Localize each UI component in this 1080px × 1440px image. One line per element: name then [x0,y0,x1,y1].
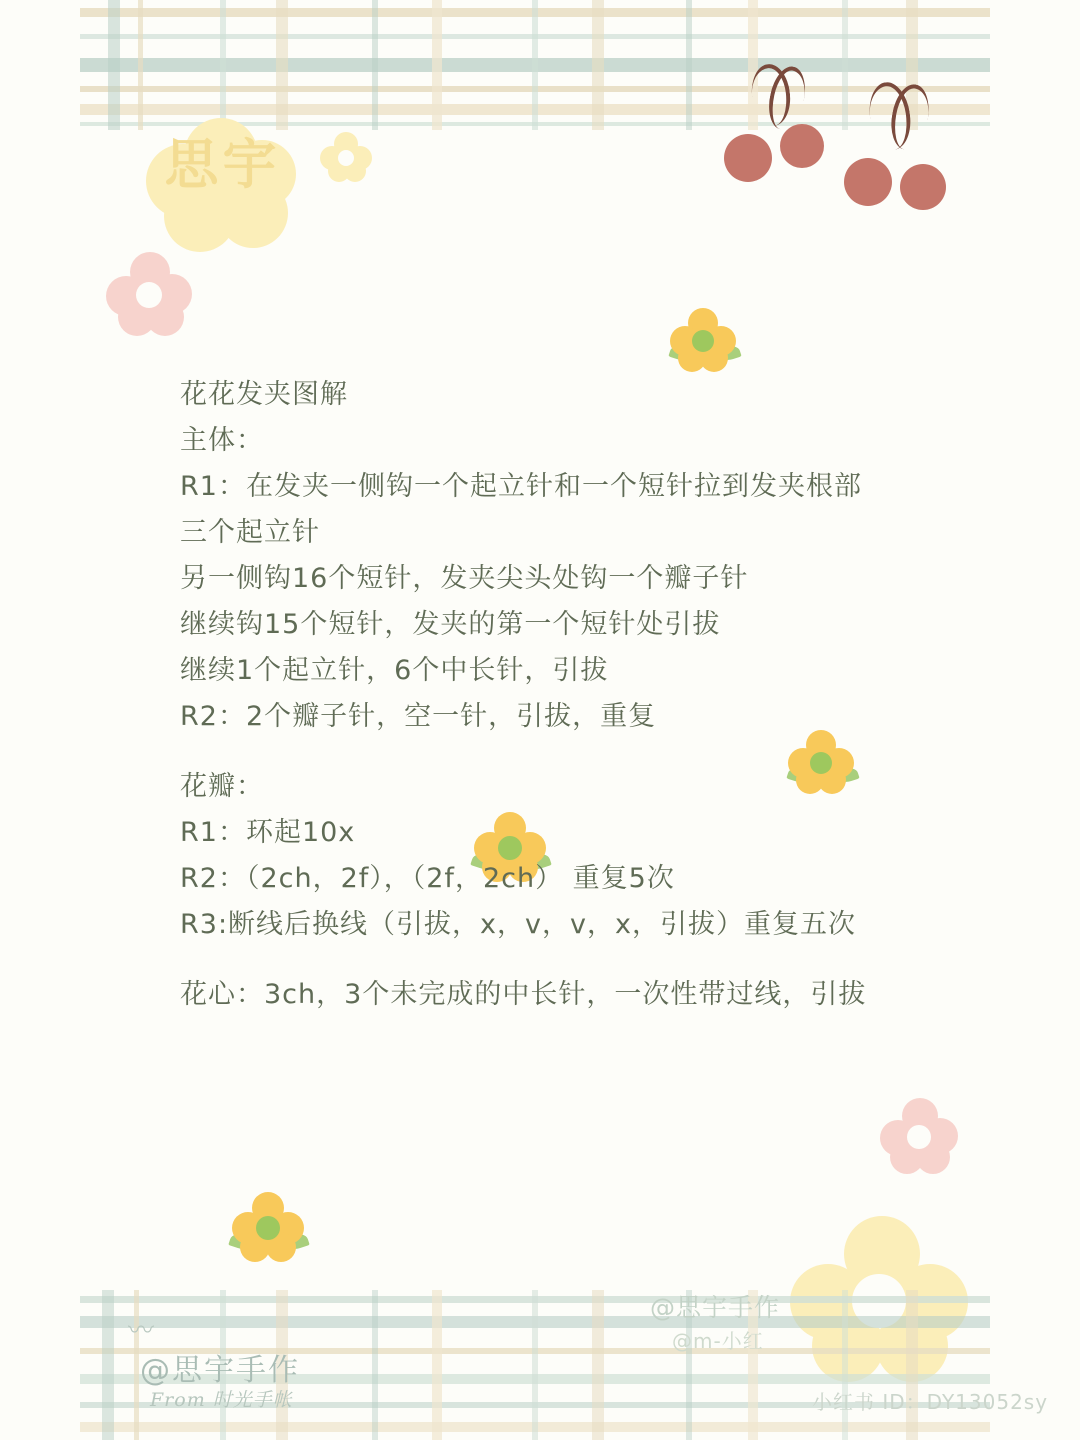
cherry-decoration-right [840,72,950,222]
pattern-line: R3:断线后换线（引拔，x，v，v，x，引拔）重复五次 [180,909,856,940]
pattern-line: R2：2个瓣子针，空一针，引拔，重复 [180,701,657,732]
plaid-vline [372,1290,378,1440]
pattern-line-blank [180,948,970,972]
pattern-line: 花花发夹图解 [180,379,348,410]
plaid-vline [532,0,538,130]
flower-decoration-cream-small [320,132,372,184]
pattern-line: 主体： [180,425,264,456]
flower-decoration-yellow-1 [668,308,742,378]
cherry-fruit [900,164,946,210]
cherry-fruit [844,158,892,206]
plaid-vline [102,1290,114,1440]
cherry-decoration-left [718,58,828,198]
flower-center [256,1216,280,1240]
flower-decoration-pink-right [880,1098,958,1176]
pattern-line: 另一侧钩16个短针，发夹尖头处钩一个瓣子针 [180,563,749,594]
pattern-line: R2：（2ch，2f），（2f，2ch） 重复5次 [180,863,675,894]
watermark-handle: @思宇手作 [140,1353,300,1388]
watermark-center-handle: @思宇手作 [650,1293,781,1322]
pattern-line: 继续1个起立针，6个中长针，引拔 [180,655,609,686]
plaid-vline [532,1290,538,1440]
flower-center [907,1125,931,1149]
plaid-vline [592,0,604,130]
flower-decoration-yellow-4 [228,1192,310,1268]
watermark-source: From 时光手帐 [150,1389,293,1411]
squiggle-decoration: 〰 [128,1316,155,1346]
plaid-vline [108,0,120,130]
plaid-vline [686,0,692,130]
flower-center [692,330,714,352]
pattern-instructions [180,372,970,1018]
pattern-line: R1：环起10x [180,817,356,848]
pattern-line: 三个起立针 [180,517,320,548]
flower-center [338,150,354,166]
plaid-vline [372,0,378,130]
cherry-fruit [780,124,824,168]
plaid-vline [592,1290,604,1440]
plaid-vline [432,0,442,130]
pattern-line: 花心：3ch，3个未完成的中长针，一次性带过线，引拔 [180,979,867,1010]
plaid-vline [842,1290,848,1440]
watermark-center-sub: @m-小红 [672,1329,764,1353]
flower-decoration-pink-left [106,252,192,338]
brand-logo-text: 思宇 [164,133,281,196]
pattern-line: 继续钩15个短针，发夹的第一个短针处引拔 [180,609,721,640]
cherry-fruit [724,134,772,182]
watermark-account-id: 小红书 ID：DY13052sy [812,1390,1049,1414]
pattern-line: 花瓣： [180,771,264,802]
plaid-vline [906,1290,918,1440]
plaid-vline [432,1290,442,1440]
pattern-line: R1：在发夹一侧钩一个起立针和一个短针拉到发夹根部 [180,471,862,502]
pattern-line-blank [180,740,970,764]
flower-center [136,282,162,308]
